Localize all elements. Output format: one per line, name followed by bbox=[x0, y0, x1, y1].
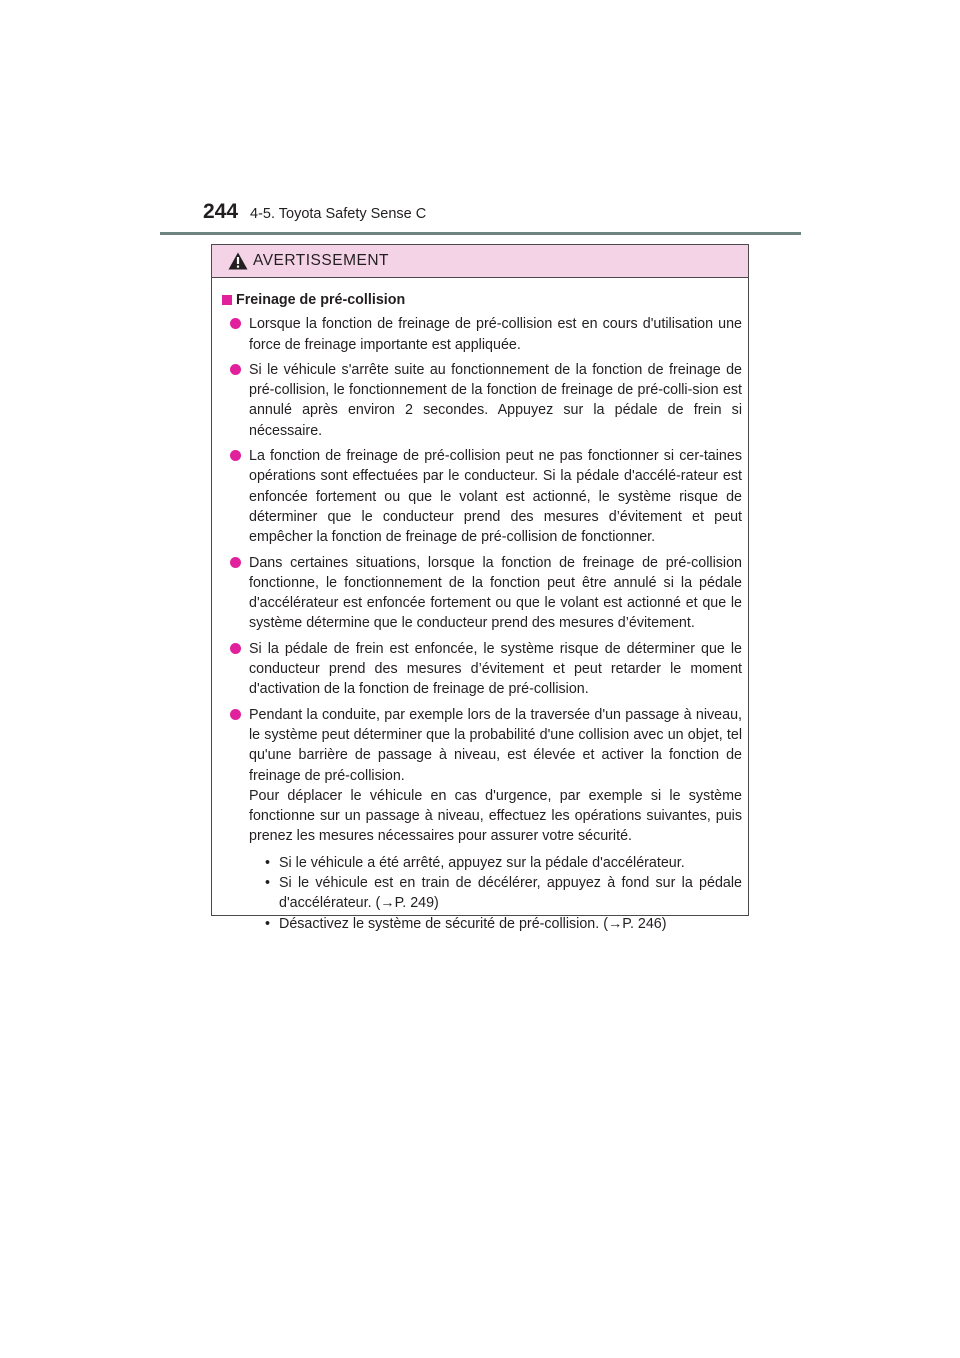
bullet-icon bbox=[230, 557, 241, 568]
bullet-icon bbox=[230, 643, 241, 654]
list-item-text bbox=[249, 705, 742, 934]
warning-box bbox=[211, 244, 749, 932]
warning-header bbox=[212, 245, 748, 278]
list-item bbox=[222, 446, 742, 547]
paragraph: Pour déplacer le véhicule en cas d'urgence, par exemple si le système fonctionne sur un passage à niveau, effectuez les opérations suivantes, puis prenez les mesures nécessaires pour assurer votre sécurité. bbox=[249, 787, 742, 845]
list-item-text: Dans certaines situations, lorsque la fonction de freinage de pré-collision fonctionne, le fonctionnement de la fonction peut être annulé si la pédale d'accélérateur est enfoncée fortement ou que le volant est actionné et que le système détermine que le conducteur prend des mesures d’évitement. bbox=[249, 554, 742, 632]
list-item-text: La fonction de freinage de pré-collision peut ne pas fonctionner si cer-taines opérations sont effectuées par le conducteur. Si la pédale d'accélé-rateur est enfoncée fortement ou que le volant est actionné, le système risque de déterminer que le conducteur prend des mesures d’évitement et peut empêcher la fonction de freinage de pré-collision de fonctionner. bbox=[249, 448, 742, 546]
sub-list-item bbox=[265, 853, 742, 873]
sub-list bbox=[265, 853, 742, 934]
bullet-icon bbox=[230, 318, 241, 329]
warning-subheading bbox=[222, 290, 742, 310]
square-bullet-icon bbox=[222, 295, 232, 305]
list-item-text: Si le véhicule s'arrête suite au fonctionnement de la fonction de freinage de pré-collision, le fonctionnement de la fonction de freinage de pré-colli-sion est annulé après environ 2 secondes. Appuyez sur la pédale de frein si nécessaire. bbox=[249, 361, 742, 439]
dot-bullet-icon: • bbox=[265, 875, 271, 892]
bullet-icon bbox=[230, 450, 241, 461]
list-item bbox=[222, 705, 742, 934]
subheading-text: Freinage de pré-collision bbox=[236, 292, 406, 308]
paragraph: Pendant la conduite, par exemple lors de la traversée d'un passage à niveau, le système peut déterminer que la probabilité d'une collision avec un objet, tel qu'une barrière de passage à niveau, est élevée et activer la fonction de freinage de pré-collision. bbox=[249, 706, 742, 784]
warning-body bbox=[212, 278, 748, 934]
sub-list-item-text: Désactivez le système de sécurité de pré-collision. (→P. 246) bbox=[279, 915, 667, 932]
header-rule bbox=[160, 232, 801, 235]
sub-list-item-text: Si le véhicule a été arrêté, appuyez sur la pédale d'accélérateur. bbox=[279, 854, 685, 871]
dot-bullet-icon: • bbox=[265, 854, 271, 871]
list-item-text: Si la pédale de frein est enfoncée, le système risque de déterminer que le conducteur prend des mesures d’évitement et peut retarder le moment d'activation de la fonction de freinage de pré-collision. bbox=[249, 640, 742, 698]
bullet-icon bbox=[230, 709, 241, 720]
list-item bbox=[222, 639, 742, 700]
list-item-text: Lorsque la fonction de freinage de pré-collision est en cours d'utilisation une force de freinage importante est appliquée. bbox=[249, 316, 742, 353]
sub-list-item-text: Si le véhicule est en train de décélérer, appuyez à fond sur la pédale d'accélérateur. (→P. 249) bbox=[279, 875, 742, 912]
warning-title: AVERTISSEMENT bbox=[253, 252, 389, 269]
dot-bullet-icon: • bbox=[265, 915, 271, 932]
list-item bbox=[222, 360, 742, 441]
warning-triangle-icon bbox=[228, 252, 248, 270]
sub-list-item bbox=[265, 873, 742, 914]
sub-list-item bbox=[265, 914, 742, 934]
list-item bbox=[222, 314, 742, 355]
bullet-icon bbox=[230, 364, 241, 375]
page-number: 244 bbox=[203, 200, 239, 223]
list-item bbox=[222, 553, 742, 634]
section-title: 4-5. Toyota Safety Sense C bbox=[250, 206, 427, 222]
